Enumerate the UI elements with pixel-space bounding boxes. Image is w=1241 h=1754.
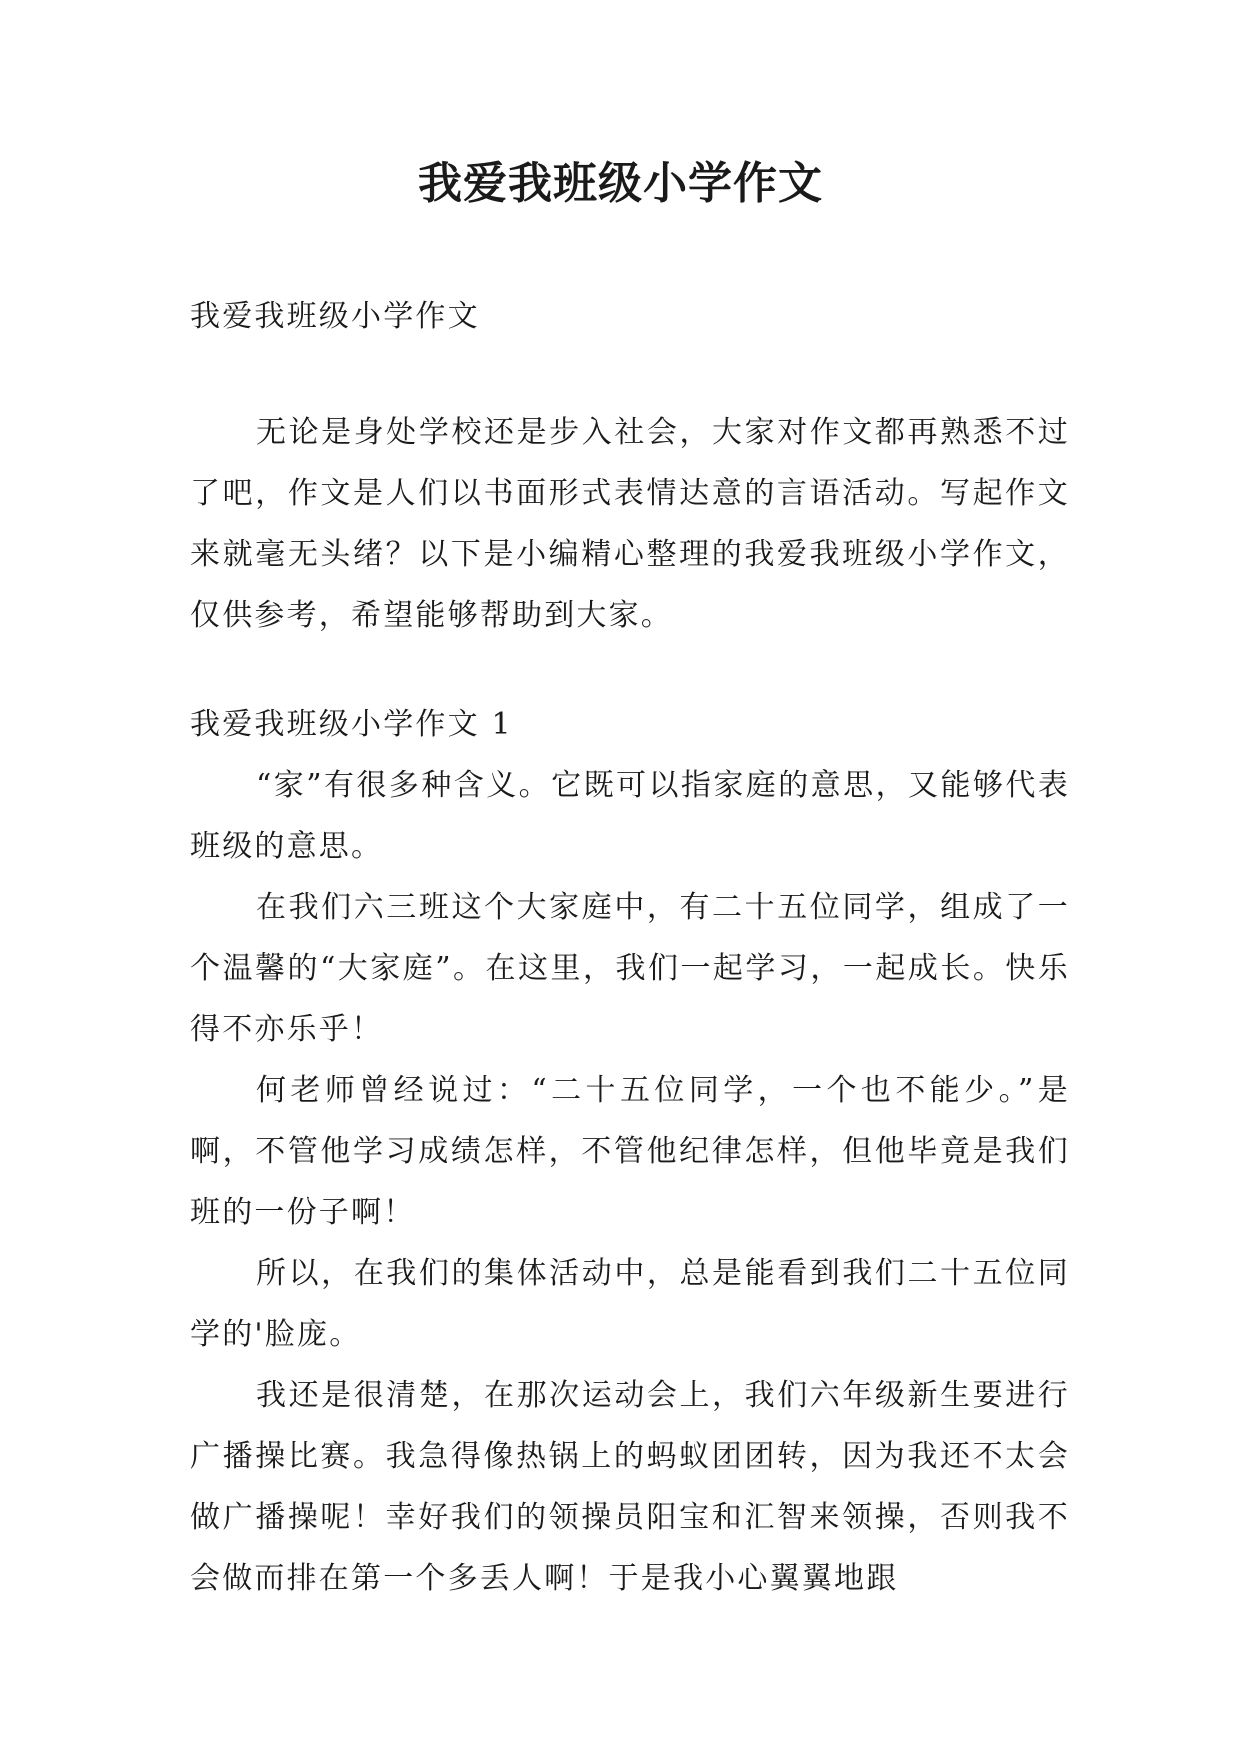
document-title: 我爱我班级小学作文: [418, 158, 823, 209]
intro-paragraph: 无论是身处学校还是步入社会，大家对作文都再熟悉不过了吧，作文是人们以书面形式表情达意的言语活动。写起作文来就毫无头绪？以下是小编精心整理的我爱我班级小学作文，仅供参考，希望能够帮助到大家。: [190, 415, 1070, 633]
body-paragraph: 何老师曾经说过：“二十五位同学，一个也不能少。”是啊，不管他学习成绩怎样，不管他纪律怎样，但他毕竟是我们班的一份子啊！: [190, 1073, 1070, 1230]
document-subtitle: 我爱我班级小学作文: [190, 299, 480, 334]
intro-block: [190, 402, 1070, 646]
body-paragraph: 在我们六三班这个大家庭中，有二十五位同学，组成了一个温馨的“大家庭”。在这里，我们一起学习，一起成长。快乐得不亦乐乎！: [190, 890, 1070, 1047]
body-paragraph: 所以，在我们的集体活动中，总是能看到我们二十五位同学的'脸庞。: [190, 1256, 1070, 1352]
body-paragraph: 我还是很清楚，在那次运动会上，我们六年级新生要进行广播操比赛。我急得像热锅上的蚂蚁团团转，因为我还不太会做广播操呢！幸好我们的领操员阳宝和汇智来领操，否则我不会做而排在第一个多丢人啊！于是我小心翼翼地跟: [190, 1378, 1070, 1596]
essay-section: [190, 694, 1070, 1609]
section-heading: 我爱我班级小学作文 1: [190, 707, 513, 742]
body-paragraph: “家”有很多种含义。它既可以指家庭的意思，又能够代表班级的意思。: [190, 768, 1070, 864]
